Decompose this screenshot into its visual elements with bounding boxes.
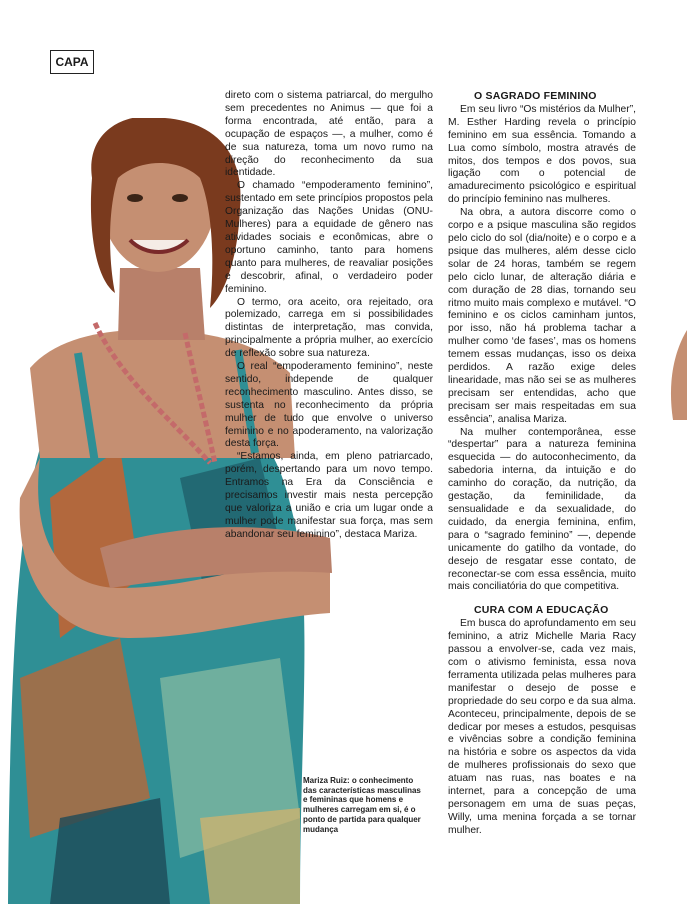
photo-caption: Mariza Ruiz: o conhecimento das características masculinas e femininas que homens e mulheres carregam em si, é o ponto de partida para qualquer mudança bbox=[303, 776, 421, 834]
paragraph: O termo, ora aceito, ora rejeitado, ora polemizado, carrega em si possibilidades distintas de interpretação, mas convida, principalmente a própria mulher, ao exercício de reflexão sobre sua natureza. bbox=[225, 296, 433, 360]
paragraph: Em busca do aprofundamento em seu feminino, a atriz Michelle Maria Racy passou a envolver-se, cada vez mais, com o ativismo feminista, essa nova ferramenta utilizada pelas mulheres para manifestar o desejo de posse e propriedade do seu corpo e da sua alma. Aconteceu, principalmente, depois de se dedicar por meses a estudos, pesquisas e vivências sobre a condição feminina na história e sobre os aspectos da vida de mulheres profissionais do sexo que atuam nas ruas, nas boates e na internet, para a concepção de uma personagem em uma de suas peças, Willy, uma menina forçada a se tornar mulher. bbox=[448, 618, 636, 836]
subheading: CURA COM A EDUCAÇÃO bbox=[474, 604, 609, 617]
adjacent-photo-arm bbox=[665, 330, 687, 420]
paragraph: O real “empoderamento feminino”, neste sentido, independe de qualquer reconhecimento masculino. Antes disso, se sustenta no reconhecimento da própria mulher de tudo que envolve o universo feminino e no apoderamento, na valorização desta força. bbox=[225, 361, 433, 450]
paragraph: Na obra, a autora discorre como o corpo e a psique masculina são regidos pelo ciclo do sol (dia/noite) e o corpo e a psique das mulheres, além desse ciclo solar de 24 horas, também se regem pelo ciclo lunar, de alteração diária e com duração de 28 dias, tornando seu ritmo muito mais complexo e mutável. “O feminino e os ciclos caminham juntos, por isso, não há problema tachar a mulher como ‘de fases’, mas os homens temem essas mudanças, isso os deixa perdidos. A razão exige deles linearidade, mas não sei se as mulheres precisam ser entendidas, acho que precisam ser mais respeitadas em sua essência”, analisa Mariza. bbox=[448, 207, 636, 425]
paragraph: Em seu livro “Os mistérios da Mulher”, M. Esther Harding revela o princípio feminino em sua essência. Tomando a Lua como símbolo, mostra através de mitos, dos tempos e dos povos, sua ligação com o potencial de amadurecimento psicológico e espiritual do princípio feminino nas mulheres. bbox=[448, 103, 636, 206]
paragraph: “Estamos, ainda, em pleno patriarcado, porém, despertando para um novo tempo. Entramos na Era da Consciência e precisamos investir mais nesta percepção que valoriza a união e cria um lugar onde a mulher pode manifestar sua força, mas sem abandonar seu feminino”, destaca Mariza. bbox=[225, 451, 433, 540]
middle-column bbox=[225, 90, 433, 542]
paragraph: Na mulher contemporânea, esse “despertar” para a natureza feminina esquecida — do autoconhecimento, da sabedoria interna, da intuição e do caminho do coração, da nutrição, da gestação, da feminilidade, da sensualidade e da sexualidade, do cuidado, da energia feminina, enfim, para o “sagrado feminino” —, depende unicamente do gatilho da vontade, do desejo de resgatar esse contato, de reconectar-se com essa essência, muito mais conciliatória do que competitiva. bbox=[448, 426, 636, 593]
right-column bbox=[448, 90, 636, 838]
paragraph: direto com o sistema patriarcal, do mergulho sem precedentes no Animus — que foi a forma encontrada, até então, para a ocupação de espaços —, a mulher, como é de sua natureza, toma um novo rumo na direção do reconhecimento da sua identidade. bbox=[225, 90, 433, 179]
subheading: O SAGRADO FEMININO bbox=[474, 90, 597, 102]
section-tag: CAPA bbox=[50, 50, 94, 74]
paragraph: O chamado “empoderamento feminino”, sustentado em sete princípios propostos pela Organização das Nações Unidas (ONU-Mulheres) para a equidade de gênero nas atividades sociais e econômicas, abre o oportuno caminho, tanto para homens quanto para mulheres, de reavaliar posições e descobrir, afinal, o verdadeiro poder feminino. bbox=[225, 180, 433, 295]
